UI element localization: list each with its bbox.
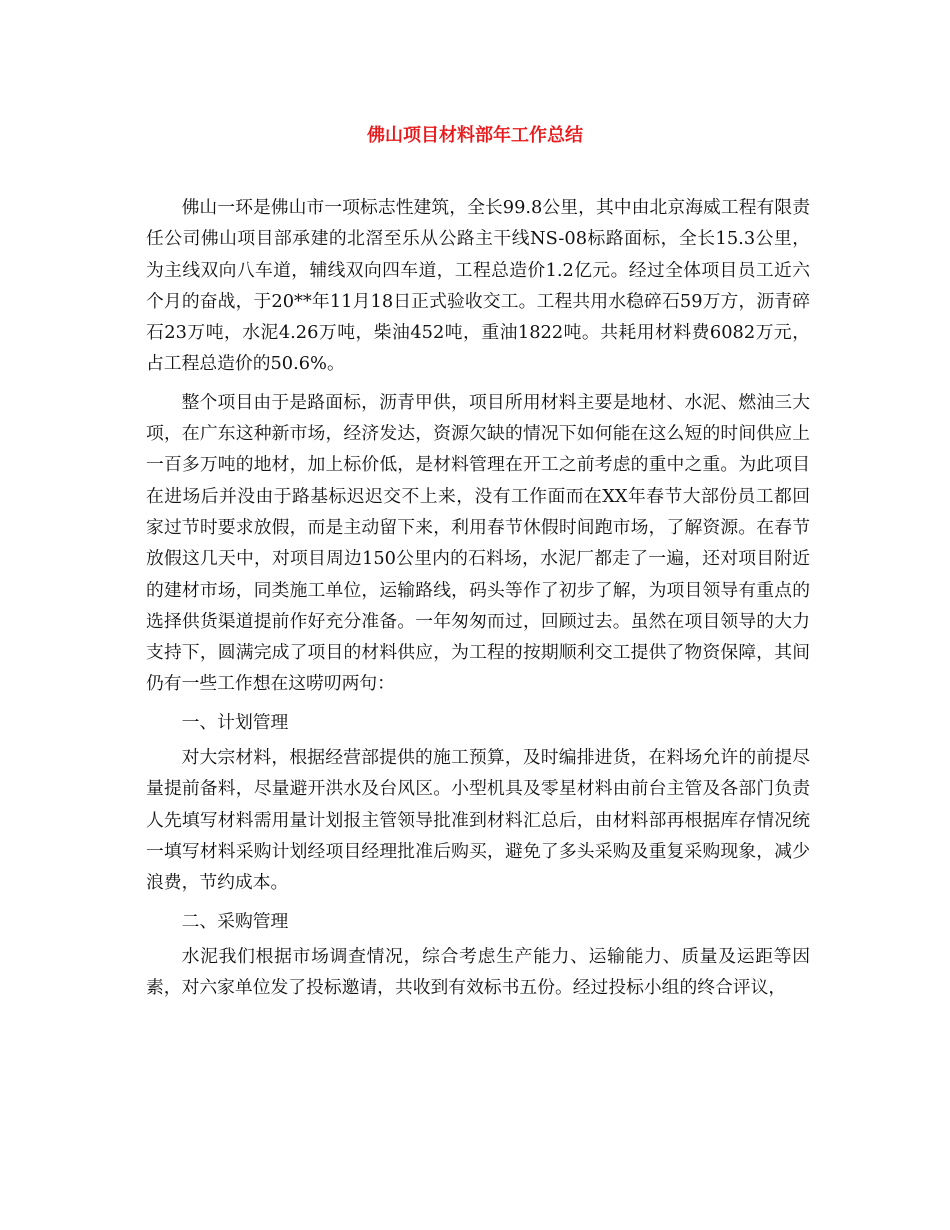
document-body (146, 192, 810, 1010)
paragraph-purchase: 水泥我们根据市场调查情况，综合考虑生产能力、运输能力、质量及运距等因素，对六家单位发了投标邀请，共收到有效标书五份。经过投标小组的终合评议， (146, 945, 810, 999)
document-title: 佛山项目材料部年工作总结 (367, 125, 583, 146)
paragraph-overview: 整个项目由于是路面标，沥青甲供，项目所用材料主要是地材、水泥、燃油三大项，在广东这种新市场，经济发达，资源欠缺的情况下如何能在这么短的时间供应上一百多万吨的地材，加上标价低，是材料管理在开工之前考虑的重中之重。为此项目在进场后并没由于路基标迟迟交不上来，没有工作面而在XX年春节大部份员工都回家过节时要求放假，而是主动留下来，利用春节休假时间跑市场，了解资源。在春节放假这几天中，对项目周边150公里内的石料场，水泥厂都走了一遍，还对项目附近的建材市场，同类施工单位，运输路线，码头等作了初步了解，为项目领导有重点的选择供货渠道提前作好充分准备。一年匆匆而过，回顾过去。虽然在项目领导的大力支持下，圆满完成了项目的材料供应，为工程的按期顺利交工提供了物资保障，其间仍有一些工作想在这唠叨两句： (146, 391, 810, 695)
section-heading-plan: 一、计划管理 (181, 711, 289, 733)
section-heading-purchase: 二、采购管理 (181, 910, 289, 932)
paragraph-intro: 佛山一环是佛山市一项标志性建筑，全长99.8公里，其中由北京海威工程有限责任公司佛山项目部承建的北滘至乐从公路主干线NS-08标路面标，全长15.3公里，为主线双向八车道，辅线双向四车道，工程总造价1.2亿元。经过全体项目员工近六个月的奋战，于20**年11月18日正式验收交工。工程共用水稳碎石59万方，沥青碎石23万吨，水泥4.26万吨，柴油452吨，重油1822吨。共耗用材料费6082万元，占工程总造价的50.6%。 (146, 197, 810, 375)
paragraph-plan: 对大宗材料，根据经营部提供的施工预算，及时编排进货，在料场允许的前提尽量提前备料，尽量避开洪水及台风区。小型机具及零星材料由前台主管及各部门负责人先填写材料需用量计划报主管领导批准到材料汇总后，由材料部再根据库存情况统一填写材料采购计划经项目经理批准后购买，避免了多头采购及重复采购现象，减少浪费，节约成本。 (146, 747, 810, 894)
